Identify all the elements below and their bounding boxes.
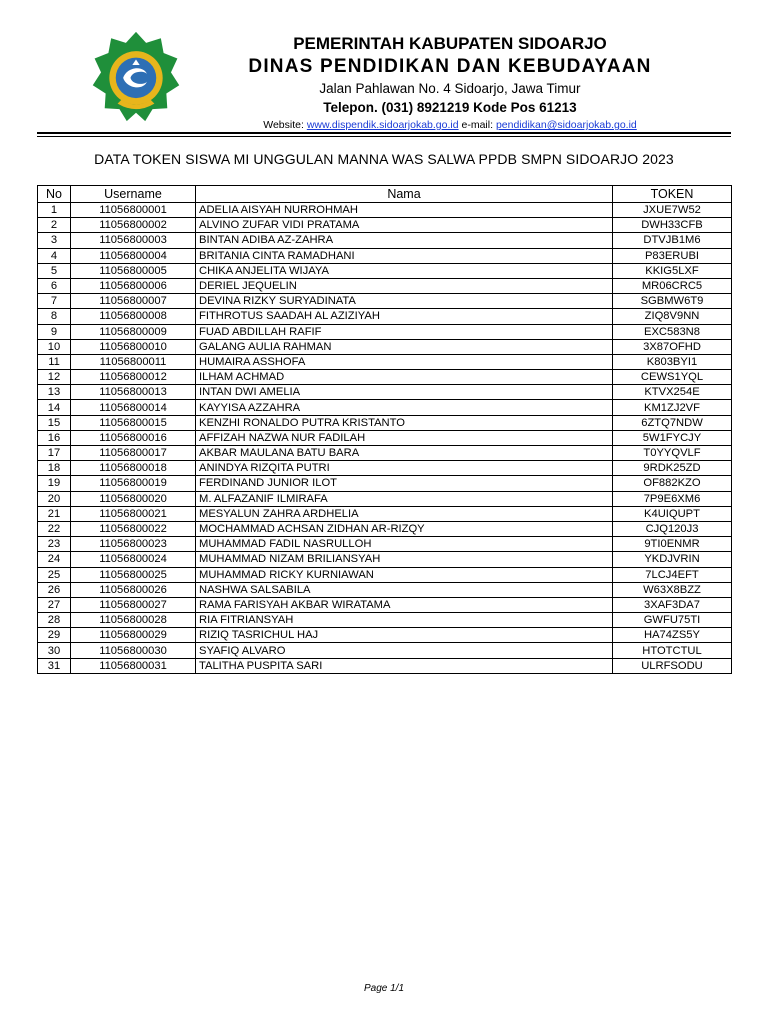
- row-username: 11056800004: [71, 248, 196, 263]
- row-name: FUAD ABDILLAH RAFIF: [196, 324, 613, 339]
- row-username: 11056800028: [71, 613, 196, 628]
- table-row: [38, 658, 732, 673]
- row-no: 30: [38, 643, 71, 658]
- row-name: AFFIZAH NAZWA NUR FADILAH: [196, 430, 613, 445]
- row-name: MESYALUN ZAHRA ARDHELIA: [196, 506, 613, 521]
- token-table: [37, 185, 732, 674]
- department-name: DINAS PENDIDIKAN DAN KEBUDAYAAN: [248, 56, 652, 77]
- row-no: 31: [38, 658, 71, 673]
- row-token: 7P9E6XM6: [613, 491, 732, 506]
- row-username: 11056800009: [71, 324, 196, 339]
- row-token: KTVX254E: [613, 385, 732, 400]
- row-username: 11056800012: [71, 370, 196, 385]
- row-username: 11056800001: [71, 203, 196, 218]
- table-row: [38, 339, 732, 354]
- table-row: [38, 446, 732, 461]
- row-name: ALVINO ZUFAR VIDI PRATAMA: [196, 218, 613, 233]
- row-name: RIA FITRIANSYAH: [196, 613, 613, 628]
- row-no: 1: [38, 203, 71, 218]
- row-token: T0YYQVLF: [613, 446, 732, 461]
- table-row: [38, 506, 732, 521]
- website-link[interactable]: www.dispendik.sidoarjokab.go.id: [306, 119, 459, 131]
- email-label: e-mail:: [461, 119, 494, 131]
- table-row: [38, 430, 732, 445]
- row-no: 16: [38, 430, 71, 445]
- row-token: HA74ZS5Y: [613, 628, 732, 643]
- row-name: RAMA FARISYAH AKBAR WIRATAMA: [196, 597, 613, 612]
- row-username: 11056800008: [71, 309, 196, 324]
- row-no: 11: [38, 354, 71, 369]
- row-no: 29: [38, 628, 71, 643]
- table-row: [38, 461, 732, 476]
- row-name: DERIEL JEQUELIN: [196, 278, 613, 293]
- row-username: 11056800016: [71, 430, 196, 445]
- contact-line: [190, 117, 710, 133]
- row-token: W63X8BZZ: [613, 582, 732, 597]
- row-username: 11056800020: [71, 491, 196, 506]
- row-username: 11056800021: [71, 506, 196, 521]
- table-row: [38, 552, 732, 567]
- row-name: KENZHI RONALDO PUTRA KRISTANTO: [196, 415, 613, 430]
- page-number: Page 1/1: [363, 983, 405, 994]
- row-name: MOCHAMMAD ACHSAN ZIDHAN AR-RIZQY: [196, 521, 613, 536]
- table-row: [38, 476, 732, 491]
- row-no: 4: [38, 248, 71, 263]
- row-no: 21: [38, 506, 71, 521]
- row-no: 3: [38, 233, 71, 248]
- row-no: 19: [38, 476, 71, 491]
- row-username: 11056800026: [71, 582, 196, 597]
- row-username: 11056800006: [71, 278, 196, 293]
- row-username: 11056800002: [71, 218, 196, 233]
- row-username: 11056800017: [71, 446, 196, 461]
- table-row: [38, 537, 732, 552]
- table-row: [38, 233, 732, 248]
- row-no: 17: [38, 446, 71, 461]
- address: Jalan Pahlawan No. 4 Sidoarjo, Jawa Timur: [319, 81, 581, 96]
- table-row: [38, 218, 732, 233]
- row-name: MUHAMMAD FADIL NASRULLOH: [196, 537, 613, 552]
- table-row: [38, 370, 732, 385]
- header-nama: Nama: [196, 186, 613, 203]
- table-row: [38, 567, 732, 582]
- row-name: ADELIA AISYAH NURROHMAH: [196, 203, 613, 218]
- phone: Telepon. (031) 8921219 Kode Pos 61213: [323, 100, 577, 115]
- row-token: ULRFSODU: [613, 658, 732, 673]
- row-username: 11056800005: [71, 263, 196, 278]
- row-token: CJQ120J3: [613, 521, 732, 536]
- row-no: 28: [38, 613, 71, 628]
- table-row: [38, 415, 732, 430]
- table-row: [38, 278, 732, 293]
- row-username: 11056800030: [71, 643, 196, 658]
- row-no: 20: [38, 491, 71, 506]
- row-token: DTVJB1M6: [613, 233, 732, 248]
- row-name: AKBAR MAULANA BATU BARA: [196, 446, 613, 461]
- row-no: 22: [38, 521, 71, 536]
- table-row: [38, 400, 732, 415]
- row-name: M. ALFAZANIF ILMIRAFA: [196, 491, 613, 506]
- row-name: CHIKA ANJELITA WIJAYA: [196, 263, 613, 278]
- table-row: [38, 203, 732, 218]
- row-token: YKDJVRIN: [613, 552, 732, 567]
- table-row: [38, 294, 732, 309]
- row-token: 9TI0ENMR: [613, 537, 732, 552]
- row-username: 11056800011: [71, 354, 196, 369]
- row-name: FITHROTUS SAADAH AL AZIZIYAH: [196, 309, 613, 324]
- row-no: 12: [38, 370, 71, 385]
- row-no: 10: [38, 339, 71, 354]
- row-username: 11056800029: [71, 628, 196, 643]
- row-username: 11056800023: [71, 537, 196, 552]
- row-username: 11056800003: [71, 233, 196, 248]
- letterhead: [0, 0, 768, 140]
- row-no: 25: [38, 567, 71, 582]
- email-link[interactable]: pendidikan@sidoarjokab.go.id: [495, 119, 637, 131]
- row-token: KM1ZJ2VF: [613, 400, 732, 415]
- table-row: [38, 309, 732, 324]
- row-no: 18: [38, 461, 71, 476]
- row-token: GWFU75TI: [613, 613, 732, 628]
- table-header-row: [38, 186, 732, 203]
- row-username: 11056800031: [71, 658, 196, 673]
- row-username: 11056800019: [71, 476, 196, 491]
- row-name: MUHAMMAD RICKY KURNIAWAN: [196, 567, 613, 582]
- row-name: HUMAIRA ASSHOFA: [196, 354, 613, 369]
- row-token: DWH33CFB: [613, 218, 732, 233]
- row-token: 3XAF3DA7: [613, 597, 732, 612]
- letterhead-rule-thin: [37, 136, 731, 137]
- row-token: K4UIQUPT: [613, 506, 732, 521]
- table-row: [38, 643, 732, 658]
- row-token: KKIG5LXF: [613, 263, 732, 278]
- sidoarjo-regency-emblem-icon: [90, 30, 182, 122]
- row-token: EXC583N8: [613, 324, 732, 339]
- row-username: 11056800013: [71, 385, 196, 400]
- table-row: [38, 263, 732, 278]
- row-username: 11056800014: [71, 400, 196, 415]
- row-token: JXUE7W52: [613, 203, 732, 218]
- table-row: [38, 248, 732, 263]
- table-row: [38, 324, 732, 339]
- table-row: [38, 582, 732, 597]
- row-name: BINTAN ADIBA AZ-ZAHRA: [196, 233, 613, 248]
- table-row: [38, 521, 732, 536]
- row-name: TALITHA PUSPITA SARI: [196, 658, 613, 673]
- row-name: DEVINA RIZKY SURYADINATA: [196, 294, 613, 309]
- table-row: [38, 491, 732, 506]
- header-no: No: [38, 186, 71, 203]
- row-name: NASHWA SALSABILA: [196, 582, 613, 597]
- row-token: ZIQ8V9NN: [613, 309, 732, 324]
- row-token: 9RDK25ZD: [613, 461, 732, 476]
- row-no: 23: [38, 537, 71, 552]
- row-no: 13: [38, 385, 71, 400]
- row-name: INTAN DWI AMELIA: [196, 385, 613, 400]
- document-title: DATA TOKEN SISWA MI UNGGULAN MANNA WAS SALWA PPDB SMPN SIDOARJO 2023: [94, 151, 674, 167]
- government-name: PEMERINTAH KABUPATEN SIDOARJO: [293, 34, 607, 53]
- row-name: RIZIQ TASRICHUL HAJ: [196, 628, 613, 643]
- row-name: ANINDYA RIZQITA PUTRI: [196, 461, 613, 476]
- row-token: 5W1FYCJY: [613, 430, 732, 445]
- table-row: [38, 613, 732, 628]
- row-name: SYAFIQ ALVARO: [196, 643, 613, 658]
- row-username: 11056800027: [71, 597, 196, 612]
- row-token: MR06CRC5: [613, 278, 732, 293]
- row-no: 14: [38, 400, 71, 415]
- row-no: 8: [38, 309, 71, 324]
- row-name: GALANG AULIA RAHMAN: [196, 339, 613, 354]
- row-token: HTOTCTUL: [613, 643, 732, 658]
- row-no: 15: [38, 415, 71, 430]
- row-no: 27: [38, 597, 71, 612]
- row-name: ILHAM ACHMAD: [196, 370, 613, 385]
- row-name: KAYYISA AZZAHRA: [196, 400, 613, 415]
- row-token: OF882KZO: [613, 476, 732, 491]
- row-no: 24: [38, 552, 71, 567]
- row-username: 11056800022: [71, 521, 196, 536]
- row-no: 6: [38, 278, 71, 293]
- website-label: Website:: [263, 119, 304, 131]
- row-username: 11056800025: [71, 567, 196, 582]
- table-row: [38, 597, 732, 612]
- row-name: FERDINAND JUNIOR ILOT: [196, 476, 613, 491]
- row-username: 11056800007: [71, 294, 196, 309]
- row-no: 2: [38, 218, 71, 233]
- row-token: SGBMW6T9: [613, 294, 732, 309]
- row-token: P83ERUBI: [613, 248, 732, 263]
- row-token: 7LCJ4EFT: [613, 567, 732, 582]
- row-no: 9: [38, 324, 71, 339]
- row-name: BRITANIA CINTA RAMADHANI: [196, 248, 613, 263]
- row-username: 11056800015: [71, 415, 196, 430]
- row-username: 11056800010: [71, 339, 196, 354]
- header-username: Username: [71, 186, 196, 203]
- row-no: 5: [38, 263, 71, 278]
- row-token: 6ZTQ7NDW: [613, 415, 732, 430]
- row-no: 7: [38, 294, 71, 309]
- row-username: 11056800018: [71, 461, 196, 476]
- row-token: K803BYI1: [613, 354, 732, 369]
- row-token: 3X87OFHD: [613, 339, 732, 354]
- header-token: TOKEN: [613, 186, 732, 203]
- table-row: [38, 385, 732, 400]
- letterhead-rule-thick: [37, 132, 731, 134]
- table-row: [38, 354, 732, 369]
- row-username: 11056800024: [71, 552, 196, 567]
- row-no: 26: [38, 582, 71, 597]
- row-token: CEWS1YQL: [613, 370, 732, 385]
- table-row: [38, 628, 732, 643]
- row-name: MUHAMMAD NIZAM BRILIANSYAH: [196, 552, 613, 567]
